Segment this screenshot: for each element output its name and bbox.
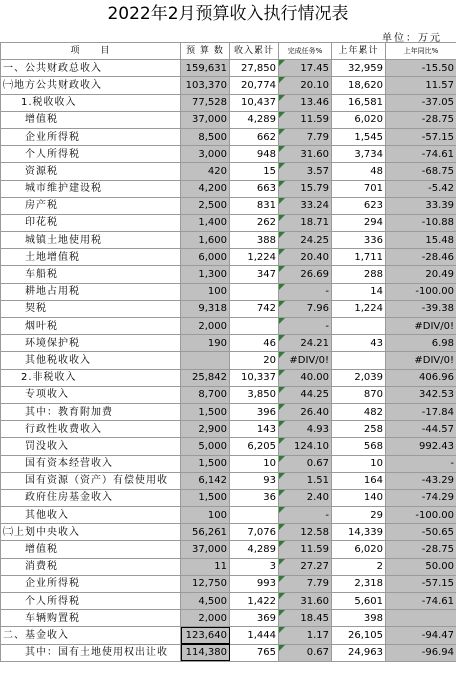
budget-value: 1,500 [181, 403, 230, 420]
table-row [1, 300, 456, 317]
yoy-pct: -28.75 [386, 111, 456, 128]
cumulative-value: 948 [230, 146, 279, 163]
yoy-pct [386, 610, 456, 627]
last-year-value: 1,545 [332, 128, 386, 145]
budget-value: 114,380 [181, 644, 230, 661]
table-row [1, 214, 456, 231]
budget-value: 123,640 [181, 627, 230, 644]
completion-pct: 31.60 [279, 146, 332, 163]
table-row [1, 352, 456, 369]
last-year-value: 398 [332, 610, 386, 627]
table-row [1, 421, 456, 438]
cumulative-value: 10,437 [230, 94, 279, 111]
budget-value: 159,631 [181, 60, 230, 77]
budget-value: 8,700 [181, 386, 230, 403]
item-name: 政府住房基金收入 [1, 489, 181, 506]
yoy-pct: 33.39 [386, 197, 456, 214]
page-title: 2022年2月预算收入执行情况表 [107, 4, 349, 24]
table-row [1, 128, 456, 145]
last-year-value: 29 [332, 507, 386, 524]
last-year-value: 26,105 [332, 627, 386, 644]
item-name: 一、公共财政总收入 [1, 60, 181, 77]
item-name: 企业所得税 [1, 575, 181, 592]
cumulative-value: 6,205 [230, 438, 279, 455]
table-row [1, 644, 456, 661]
cumulative-value: 663 [230, 180, 279, 197]
item-name: 专项收入 [1, 386, 181, 403]
budget-value: 37,000 [181, 111, 230, 128]
cumulative-value: 742 [230, 300, 279, 317]
completion-pct: 11.59 [279, 541, 332, 558]
last-year-value: 48 [332, 163, 386, 180]
last-year-value: 1,224 [332, 300, 386, 317]
item-name: 城市维护建设税 [1, 180, 181, 197]
cumulative-value: 831 [230, 197, 279, 214]
yoy-pct: 15.48 [386, 232, 456, 249]
budget-value: 4,500 [181, 593, 230, 610]
budget-value: 100 [181, 283, 230, 300]
yoy-pct: -43.29 [386, 472, 456, 489]
item-name: 烟叶税 [1, 318, 181, 335]
cumulative-value: 369 [230, 610, 279, 627]
budget-value: 12,750 [181, 575, 230, 592]
item-name: 国有资本经营收入 [1, 455, 181, 472]
yoy-pct: #DIV/0! [386, 318, 456, 335]
last-year-value [332, 352, 386, 369]
completion-pct: 3.57 [279, 163, 332, 180]
table-row [1, 60, 456, 77]
yoy-pct: -94.47 [386, 627, 456, 644]
yoy-pct: -17.84 [386, 403, 456, 420]
last-year-value: 24,963 [332, 644, 386, 661]
cumulative-value: 143 [230, 421, 279, 438]
yoy-pct: -74.61 [386, 593, 456, 610]
last-year-value: 870 [332, 386, 386, 403]
item-name: 其中：国有土地使用权出让收 [1, 644, 181, 661]
header-completion-pct: 完成任务% [279, 43, 332, 60]
item-name: 行政性收费收入 [1, 421, 181, 438]
completion-pct: 18.45 [279, 610, 332, 627]
budget-value [181, 352, 230, 369]
item-name: ㈠地方公共财政收入 [1, 77, 181, 94]
completion-pct: 7.79 [279, 575, 332, 592]
last-year-value [332, 318, 386, 335]
budget-value: 1,500 [181, 455, 230, 472]
cumulative-value: 4,289 [230, 111, 279, 128]
table-row [1, 541, 456, 558]
yoy-pct: 992.43 [386, 438, 456, 455]
cumulative-value: 20,774 [230, 77, 279, 94]
table-row [1, 94, 456, 111]
completion-pct: 11.59 [279, 111, 332, 128]
last-year-value: 32,959 [332, 60, 386, 77]
header-row [1, 43, 456, 60]
completion-pct: 26.40 [279, 403, 332, 420]
yoy-pct: -96.94 [386, 644, 456, 661]
table-row [1, 163, 456, 180]
cumulative-value: 347 [230, 266, 279, 283]
last-year-value: 623 [332, 197, 386, 214]
last-year-value: 2,318 [332, 575, 386, 592]
completion-pct: 7.96 [279, 300, 332, 317]
budget-value: 11 [181, 558, 230, 575]
item-name: 环境保护税 [1, 335, 181, 352]
last-year-value: 2,039 [332, 369, 386, 386]
cumulative-value: 4,289 [230, 541, 279, 558]
unit-label: 单位：万元 [382, 33, 442, 44]
yoy-pct: - [386, 455, 456, 472]
completion-pct: 26.69 [279, 266, 332, 283]
last-year-value: 2 [332, 558, 386, 575]
budget-value: 56,261 [181, 524, 230, 541]
table-row [1, 575, 456, 592]
completion-pct: 12.58 [279, 524, 332, 541]
cumulative-value [230, 283, 279, 300]
yoy-pct: -100.00 [386, 283, 456, 300]
budget-value: 2,000 [181, 318, 230, 335]
budget-value: 1,300 [181, 266, 230, 283]
last-year-value: 5,601 [332, 593, 386, 610]
last-year-value: 1,711 [332, 249, 386, 266]
last-year-value: 701 [332, 180, 386, 197]
item-name: 房产税 [1, 197, 181, 214]
yoy-pct: -74.29 [386, 489, 456, 506]
item-name: 城镇土地使用税 [1, 232, 181, 249]
table-row [1, 283, 456, 300]
cumulative-value: 93 [230, 472, 279, 489]
completion-pct: 27.27 [279, 558, 332, 575]
cumulative-value: 20 [230, 352, 279, 369]
completion-pct: 0.67 [279, 644, 332, 661]
budget-value: 25,842 [181, 369, 230, 386]
completion-pct: 18.71 [279, 214, 332, 231]
cumulative-value [230, 507, 279, 524]
budget-value: 6,142 [181, 472, 230, 489]
table-row [1, 111, 456, 128]
budget-value: 8,500 [181, 128, 230, 145]
item-name: 二、基金收入 [1, 627, 181, 644]
last-year-value: 258 [332, 421, 386, 438]
budget-value: 77,528 [181, 94, 230, 111]
header-budget: 预 算 数 [181, 43, 230, 60]
yoy-pct: 406.96 [386, 369, 456, 386]
completion-pct: - [279, 318, 332, 335]
last-year-value: 568 [332, 438, 386, 455]
completion-pct: 1.17 [279, 627, 332, 644]
item-name: 车辆购置税 [1, 610, 181, 627]
yoy-pct: -100.00 [386, 507, 456, 524]
completion-pct: 24.25 [279, 232, 332, 249]
cumulative-value: 27,850 [230, 60, 279, 77]
completion-pct: 20.10 [279, 77, 332, 94]
last-year-value: 43 [332, 335, 386, 352]
last-year-value: 14,339 [332, 524, 386, 541]
cumulative-value: 3 [230, 558, 279, 575]
completion-pct: #DIV/0! [279, 352, 332, 369]
table-row [1, 335, 456, 352]
item-name: ㈡上划中央收入 [1, 524, 181, 541]
yoy-pct: -74.61 [386, 146, 456, 163]
yoy-pct: -50.65 [386, 524, 456, 541]
completion-pct: 13.46 [279, 94, 332, 111]
table-row [1, 403, 456, 420]
completion-pct: - [279, 283, 332, 300]
revenue-table [0, 42, 456, 662]
completion-pct: 124.10 [279, 438, 332, 455]
yoy-pct: -68.75 [386, 163, 456, 180]
table-row [1, 249, 456, 266]
yoy-pct: 6.98 [386, 335, 456, 352]
header-yoy-pct: 上年同比% [386, 43, 456, 60]
last-year-value: 6,020 [332, 111, 386, 128]
budget-value: 5,000 [181, 438, 230, 455]
table-row [1, 180, 456, 197]
item-name: 罚没收入 [1, 438, 181, 455]
completion-pct: 40.00 [279, 369, 332, 386]
last-year-value: 336 [332, 232, 386, 249]
cumulative-value: 262 [230, 214, 279, 231]
table-row [1, 232, 456, 249]
table-row [1, 266, 456, 283]
item-name: 其他税收收入 [1, 352, 181, 369]
budget-value: 1,400 [181, 214, 230, 231]
budget-value: 9,318 [181, 300, 230, 317]
yoy-pct: -15.50 [386, 60, 456, 77]
header-last-year: 上年累计 [332, 43, 386, 60]
table-row [1, 197, 456, 214]
cumulative-value: 1,422 [230, 593, 279, 610]
cumulative-value: 1,444 [230, 627, 279, 644]
item-name: 印花税 [1, 214, 181, 231]
last-year-value: 164 [332, 472, 386, 489]
header-item: 项 目 [1, 43, 181, 60]
last-year-value: 3,734 [332, 146, 386, 163]
table-row [1, 489, 456, 506]
budget-value: 103,370 [181, 77, 230, 94]
yoy-pct: -57.15 [386, 575, 456, 592]
budget-value: 2,000 [181, 610, 230, 627]
budget-value: 420 [181, 163, 230, 180]
item-name: 国有资源（资产）有偿使用收 [1, 472, 181, 489]
item-name: 增值税 [1, 111, 181, 128]
budget-value: 1,500 [181, 489, 230, 506]
completion-pct: 1.51 [279, 472, 332, 489]
table-row [1, 610, 456, 627]
item-name: 增值税 [1, 541, 181, 558]
completion-pct: 0.67 [279, 455, 332, 472]
yoy-pct: -10.88 [386, 214, 456, 231]
yoy-pct: -57.15 [386, 128, 456, 145]
completion-pct: 24.21 [279, 335, 332, 352]
item-name: 其中：教育附加费 [1, 403, 181, 420]
cumulative-value: 3,850 [230, 386, 279, 403]
completion-pct: 44.25 [279, 386, 332, 403]
budget-value: 6,000 [181, 249, 230, 266]
completion-pct: 15.79 [279, 180, 332, 197]
table-row [1, 369, 456, 386]
table-row [1, 472, 456, 489]
item-name: 1.税收收入 [1, 94, 181, 111]
last-year-value: 288 [332, 266, 386, 283]
table-row [1, 318, 456, 335]
cumulative-value: 993 [230, 575, 279, 592]
table-row [1, 77, 456, 94]
item-name: 契税 [1, 300, 181, 317]
cumulative-value: 396 [230, 403, 279, 420]
yoy-pct: 11.57 [386, 77, 456, 94]
last-year-value: 18,620 [332, 77, 386, 94]
yoy-pct: -39.38 [386, 300, 456, 317]
yoy-pct: -37.05 [386, 94, 456, 111]
item-name: 资源税 [1, 163, 181, 180]
last-year-value: 482 [332, 403, 386, 420]
cumulative-value: 15 [230, 163, 279, 180]
item-name: 车船税 [1, 266, 181, 283]
table-row [1, 455, 456, 472]
cumulative-value: 765 [230, 644, 279, 661]
last-year-value: 10 [332, 455, 386, 472]
last-year-value: 16,581 [332, 94, 386, 111]
item-name: 企业所得税 [1, 128, 181, 145]
yoy-pct: #DIV/0! [386, 352, 456, 369]
cumulative-value: 10 [230, 455, 279, 472]
last-year-value: 6,020 [332, 541, 386, 558]
last-year-value: 140 [332, 489, 386, 506]
last-year-value: 294 [332, 214, 386, 231]
table-row [1, 593, 456, 610]
yoy-pct: -28.46 [386, 249, 456, 266]
budget-value: 3,000 [181, 146, 230, 163]
budget-value: 1,600 [181, 232, 230, 249]
item-name: 土地增值税 [1, 249, 181, 266]
item-name: 2.非税收入 [1, 369, 181, 386]
completion-pct: - [279, 507, 332, 524]
completion-pct: 4.93 [279, 421, 332, 438]
budget-value: 37,000 [181, 541, 230, 558]
cumulative-value [230, 318, 279, 335]
yoy-pct: -28.75 [386, 541, 456, 558]
table-row [1, 507, 456, 524]
item-name: 个人所得税 [1, 146, 181, 163]
cumulative-value: 36 [230, 489, 279, 506]
cumulative-value: 662 [230, 128, 279, 145]
item-name: 消费税 [1, 558, 181, 575]
cumulative-value: 388 [230, 232, 279, 249]
table-row [1, 627, 456, 644]
item-name: 个人所得税 [1, 593, 181, 610]
yoy-pct: -5.42 [386, 180, 456, 197]
yoy-pct: 50.00 [386, 558, 456, 575]
completion-pct: 20.40 [279, 249, 332, 266]
table-row [1, 386, 456, 403]
cumulative-value: 7,076 [230, 524, 279, 541]
completion-pct: 31.60 [279, 593, 332, 610]
yoy-pct: 20.49 [386, 266, 456, 283]
table-row [1, 146, 456, 163]
cumulative-value: 10,337 [230, 369, 279, 386]
table-row [1, 558, 456, 575]
budget-value: 4,200 [181, 180, 230, 197]
completion-pct: 33.24 [279, 197, 332, 214]
cumulative-value: 46 [230, 335, 279, 352]
budget-value: 2,900 [181, 421, 230, 438]
yoy-pct: -44.57 [386, 421, 456, 438]
header-cumulative: 收入累计 [230, 43, 279, 60]
budget-value: 100 [181, 507, 230, 524]
cumulative-value: 1,224 [230, 249, 279, 266]
budget-value: 190 [181, 335, 230, 352]
completion-pct: 17.45 [279, 60, 332, 77]
item-name: 其他收入 [1, 507, 181, 524]
yoy-pct: 342.53 [386, 386, 456, 403]
completion-pct: 7.79 [279, 128, 332, 145]
last-year-value: 14 [332, 283, 386, 300]
item-name: 耕地占用税 [1, 283, 181, 300]
budget-value: 2,500 [181, 197, 230, 214]
table-row [1, 438, 456, 455]
table-row [1, 524, 456, 541]
completion-pct: 2.40 [279, 489, 332, 506]
